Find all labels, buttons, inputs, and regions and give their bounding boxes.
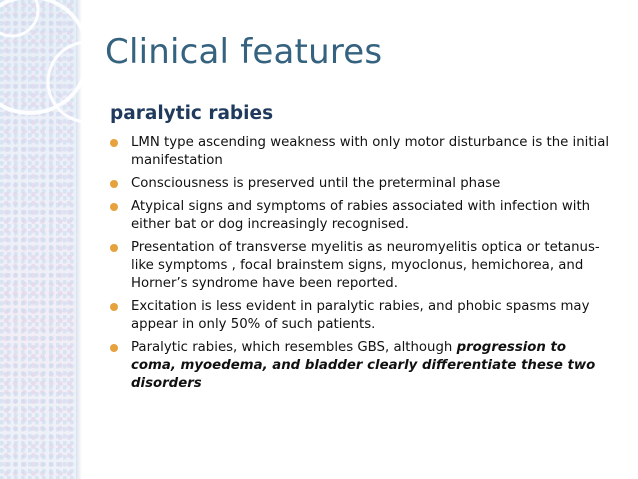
bullet-emphasis-text: progression to coma, myoedema, and bladder clearly differentiate these two disorders xyxy=(131,340,596,391)
bullet-item xyxy=(110,339,610,393)
bullet-text: Atypical signs and symptoms of rabies associated with infection with either bat or dog increasingly recognised. xyxy=(131,199,591,232)
bullet-text: Paralytic rabies, which resembles GBS, although xyxy=(131,340,457,355)
bullet-item xyxy=(110,298,610,334)
bullet-icon xyxy=(110,244,118,252)
bullet-icon xyxy=(110,203,118,211)
bullet-text: Presentation of transverse myelitis as neuromyelitis optica or tetanus-like symptoms , focal brainstem signs, myoclonus, hemichorea, and Horner’s syndrome have been reported. xyxy=(131,240,600,291)
bullet-item xyxy=(110,175,610,193)
bullet-icon xyxy=(110,303,118,311)
bullet-text: Consciousness is preserved until the preterminal phase xyxy=(131,176,501,191)
slide-subtitle: paralytic rabies xyxy=(110,103,274,124)
bullet-item xyxy=(110,239,610,293)
bullet-icon xyxy=(110,344,118,352)
slide-title: Clinical features xyxy=(105,32,383,72)
bullet-icon xyxy=(110,180,118,188)
bullet-item xyxy=(110,198,610,234)
bullet-text: LMN type ascending weakness with only motor disturbance is the initial manifestation xyxy=(131,135,610,168)
bullet-icon xyxy=(110,139,118,147)
bullet-list xyxy=(110,134,610,398)
bullet-item xyxy=(110,134,610,170)
bullet-text: Excitation is less evident in paralytic rabies, and phobic spasms may appear in only 50% of such patients. xyxy=(131,299,590,332)
